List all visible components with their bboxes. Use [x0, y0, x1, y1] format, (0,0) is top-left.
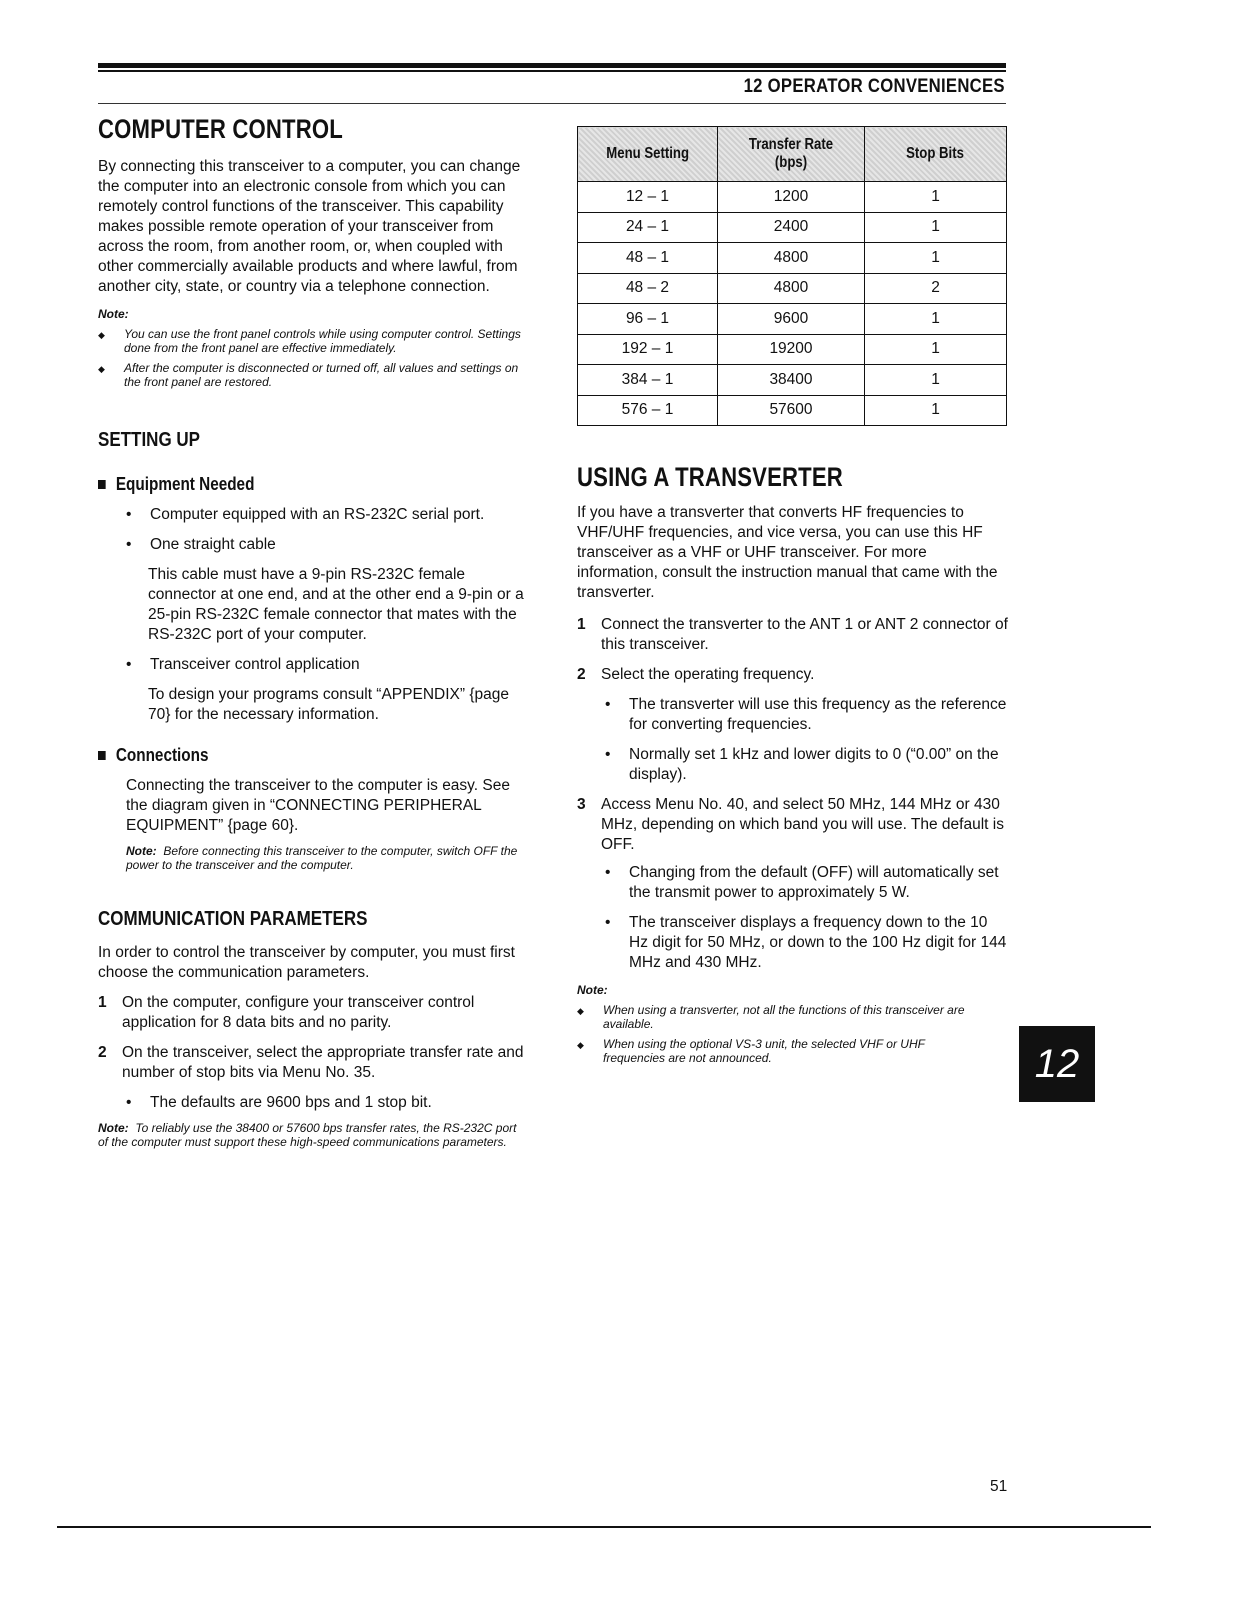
- table-row: [578, 395, 1007, 426]
- note-label: Note:: [98, 1121, 129, 1135]
- transverter-paragraph: If you have a transverter that converts HF frequencies to VHF/UHF frequencies, and vice versa, you can use this HF transceiver as a VHF or UHF transceiver. For more information, consult the instruction manual that came with the transverter.: [577, 504, 998, 601]
- connections-title: Connections: [115, 745, 209, 765]
- list-item: [603, 695, 1009, 735]
- step-text: On the computer, configure your transceiver control application for 8 data bits and no parity.: [122, 994, 475, 1031]
- table-body: [578, 182, 1007, 426]
- table-cell: 9600: [718, 304, 865, 335]
- table-cell: 38400: [718, 365, 865, 396]
- table-cell: 384 – 1: [578, 365, 718, 396]
- connections-heading: [98, 745, 464, 766]
- numbered-step: [98, 1043, 528, 1083]
- step-number: 2: [577, 666, 586, 683]
- bullet-icon: •: [126, 1094, 132, 1111]
- page-number: 51: [990, 1478, 1008, 1495]
- table-cell: 576 – 1: [578, 395, 718, 426]
- step-number: 1: [98, 994, 107, 1011]
- note-label: Note:: [577, 983, 608, 997]
- table-row: [578, 182, 1007, 213]
- step-text: Connect the transverter to the ANT 1 or ANT 2 connector of this transceiver.: [601, 616, 1008, 653]
- table-header-cell: Menu Setting: [578, 127, 718, 182]
- table-cell: 1: [865, 334, 1007, 365]
- transfer-rate-table: [577, 126, 1007, 426]
- list-item-text: Changing from the default (OFF) will automatically set the transmit power to approximately 5 W.: [629, 864, 999, 901]
- right-column: [577, 462, 1009, 1065]
- step-text: On the transceiver, select the appropriate transfer rate and number of stop bits via Menu No. 35.: [122, 1044, 524, 1081]
- connections-paragraph: Connecting the transceiver to the computer is easy. See the diagram given in “CONNECTING PERIPHERAL EQUIPMENT” {page 60}.: [126, 777, 510, 834]
- numbered-step: [577, 795, 1009, 855]
- communication-note: [98, 1121, 528, 1149]
- left-column: [98, 114, 528, 1149]
- note-label: Note:: [126, 844, 157, 858]
- note-label: Note:: [98, 307, 129, 321]
- table-cell: 24 – 1: [578, 212, 718, 243]
- step-number: 2: [98, 1044, 107, 1061]
- table-row: [578, 273, 1007, 304]
- footer-rule: [57, 1526, 1151, 1528]
- connections-body: [98, 776, 528, 872]
- note-text: When using a transverter, not all the functions of this transceiver are available.: [603, 1003, 965, 1031]
- table-cell: 4800: [718, 273, 865, 304]
- communication-parameters-heading: COMMUNICATION PARAMETERS: [98, 908, 368, 930]
- list-item-text: The transverter will use this frequency as the reference for converting frequencies.: [629, 696, 1007, 733]
- step-text: Select the operating frequency.: [601, 666, 815, 683]
- connections-note: [126, 844, 528, 872]
- list-item-text: Computer equipped with an RS-232C serial port.: [150, 506, 485, 523]
- list-item-detail: This cable must have a 9-pin RS-232C female connector at one end, and at the other end a 9-pin or a 25-pin RS-232C female connector that mates with the RS-232C port of your computer.: [148, 566, 524, 643]
- table-cell: 96 – 1: [578, 304, 718, 335]
- table-cell: 1: [865, 243, 1007, 274]
- step-text: Access Menu No. 40, and select 50 MHz, 144 MHz or 430 MHz, depending on which band you will use. The default is OFF.: [601, 796, 1004, 853]
- table-cell: 57600: [718, 395, 865, 426]
- header-rule-thin: [98, 70, 1006, 72]
- diamond-icon: ◆: [98, 364, 105, 374]
- bullet-icon: •: [126, 656, 132, 673]
- table-cell: 48 – 1: [578, 243, 718, 274]
- note-text: Before connecting this transceiver to the computer, switch OFF the power to the transceiver and the computer.: [126, 844, 518, 872]
- chapter-tab: 12: [1019, 1026, 1095, 1102]
- table-cell: 48 – 2: [578, 273, 718, 304]
- list-item: [124, 535, 528, 555]
- diamond-icon: ◆: [577, 1006, 584, 1016]
- setting-up-heading: SETTING UP: [98, 429, 201, 451]
- note-item: [577, 1003, 1009, 1031]
- step2-bullets: [577, 695, 1009, 785]
- list-item: [603, 913, 1009, 973]
- note-text: To reliably use the 38400 or 57600 bps transfer rates, the RS-232C port of the computer must support these high-speed communications parameters.: [98, 1121, 517, 1149]
- computer-control-heading: COMPUTER CONTROL: [98, 114, 343, 144]
- note-text: When using the optional VS-3 unit, the selected VHF or UHF frequencies are not announced.: [603, 1037, 925, 1065]
- table-row: [578, 212, 1007, 243]
- numbered-step: [577, 665, 1009, 685]
- list-item-text: Normally set 1 kHz and lower digits to 0 (“0.00” on the display).: [629, 746, 999, 783]
- equipment-needed-heading: [98, 474, 464, 495]
- square-bullet-icon: [98, 751, 106, 760]
- diamond-icon: ◆: [98, 330, 105, 340]
- bullet-icon: •: [605, 914, 611, 931]
- numbered-step: [98, 993, 528, 1033]
- chapter-title: 12 OPERATOR CONVENIENCES: [743, 76, 1005, 97]
- computer-control-paragraph: By connecting this transceiver to a computer, you can change the computer into an electronic console from which you can remotely control functions of the transceiver. This capability makes possible remote operation of your transceiver from across the room, from another room, or, when coupled with other commercially available products and where lawful, from another city, state, or country via a telephone connection.: [98, 158, 521, 295]
- table-row: [578, 334, 1007, 365]
- table-cell: 192 – 1: [578, 334, 718, 365]
- list-item-text: The transceiver displays a frequency down to the 10 Hz digit for 50 MHz, or down to the 100 Hz digit for 144 MHz and 430 MHz.: [629, 914, 1007, 971]
- note-text: You can use the front panel controls while using computer control. Settings done from the front panel are effective immediately.: [124, 327, 521, 355]
- list-item: [124, 505, 528, 525]
- table-cell: 19200: [718, 334, 865, 365]
- table-cell: 1: [865, 212, 1007, 243]
- step-number: 3: [577, 796, 586, 813]
- note-item: [98, 327, 528, 355]
- step3-bullets: [577, 863, 1009, 973]
- communication-parameters-paragraph: In order to control the transceiver by computer, you must first choose the communication parameters.: [98, 944, 515, 981]
- note-item: [577, 1037, 1009, 1065]
- square-bullet-icon: [98, 480, 106, 489]
- list-item: [603, 745, 1009, 785]
- table-cell: 4800: [718, 243, 865, 274]
- note-text: After the computer is disconnected or turned off, all values and settings on the front panel are restored.: [124, 361, 519, 389]
- table-cell: 2: [865, 273, 1007, 304]
- table-header-cell: Transfer Rate (bps): [718, 127, 865, 182]
- transverter-heading: USING A TRANSVERTER: [577, 462, 843, 492]
- list-item-text: The defaults are 9600 bps and 1 stop bit.: [150, 1094, 432, 1111]
- bullet-icon: •: [126, 536, 132, 553]
- list-item-text: One straight cable: [150, 536, 276, 553]
- table-cell: 1: [865, 182, 1007, 213]
- list-item: [98, 1093, 528, 1113]
- table-row: [578, 365, 1007, 396]
- bullet-icon: •: [605, 746, 611, 763]
- table-cell: 1: [865, 304, 1007, 335]
- note-item: [98, 361, 528, 389]
- table-cell: 12 – 1: [578, 182, 718, 213]
- header-underline: [98, 103, 1006, 104]
- table-row: [578, 243, 1007, 274]
- header-rule-thick: [98, 63, 1006, 68]
- step-number: 1: [577, 616, 586, 633]
- numbered-step: [577, 615, 1009, 655]
- list-item-text: Transceiver control application: [150, 656, 360, 673]
- table-cell: 2400: [718, 212, 865, 243]
- list-item-detail: To design your programs consult “APPENDIX” {page 70} for the necessary information.: [148, 686, 509, 723]
- table-header-cell: Stop Bits: [865, 127, 1007, 182]
- table-cell: 1: [865, 365, 1007, 396]
- list-item: [124, 655, 528, 675]
- bullet-icon: •: [126, 506, 132, 523]
- table-cell: 1200: [718, 182, 865, 213]
- equipment-list: [98, 505, 528, 725]
- bullet-icon: •: [605, 864, 611, 881]
- diamond-icon: ◆: [577, 1040, 584, 1050]
- list-item: [603, 863, 1009, 903]
- table-header-row: [578, 127, 1007, 182]
- equipment-needed-title: Equipment Needed: [115, 474, 255, 494]
- table-cell: 1: [865, 395, 1007, 426]
- table-row: [578, 304, 1007, 335]
- bullet-icon: •: [605, 696, 611, 713]
